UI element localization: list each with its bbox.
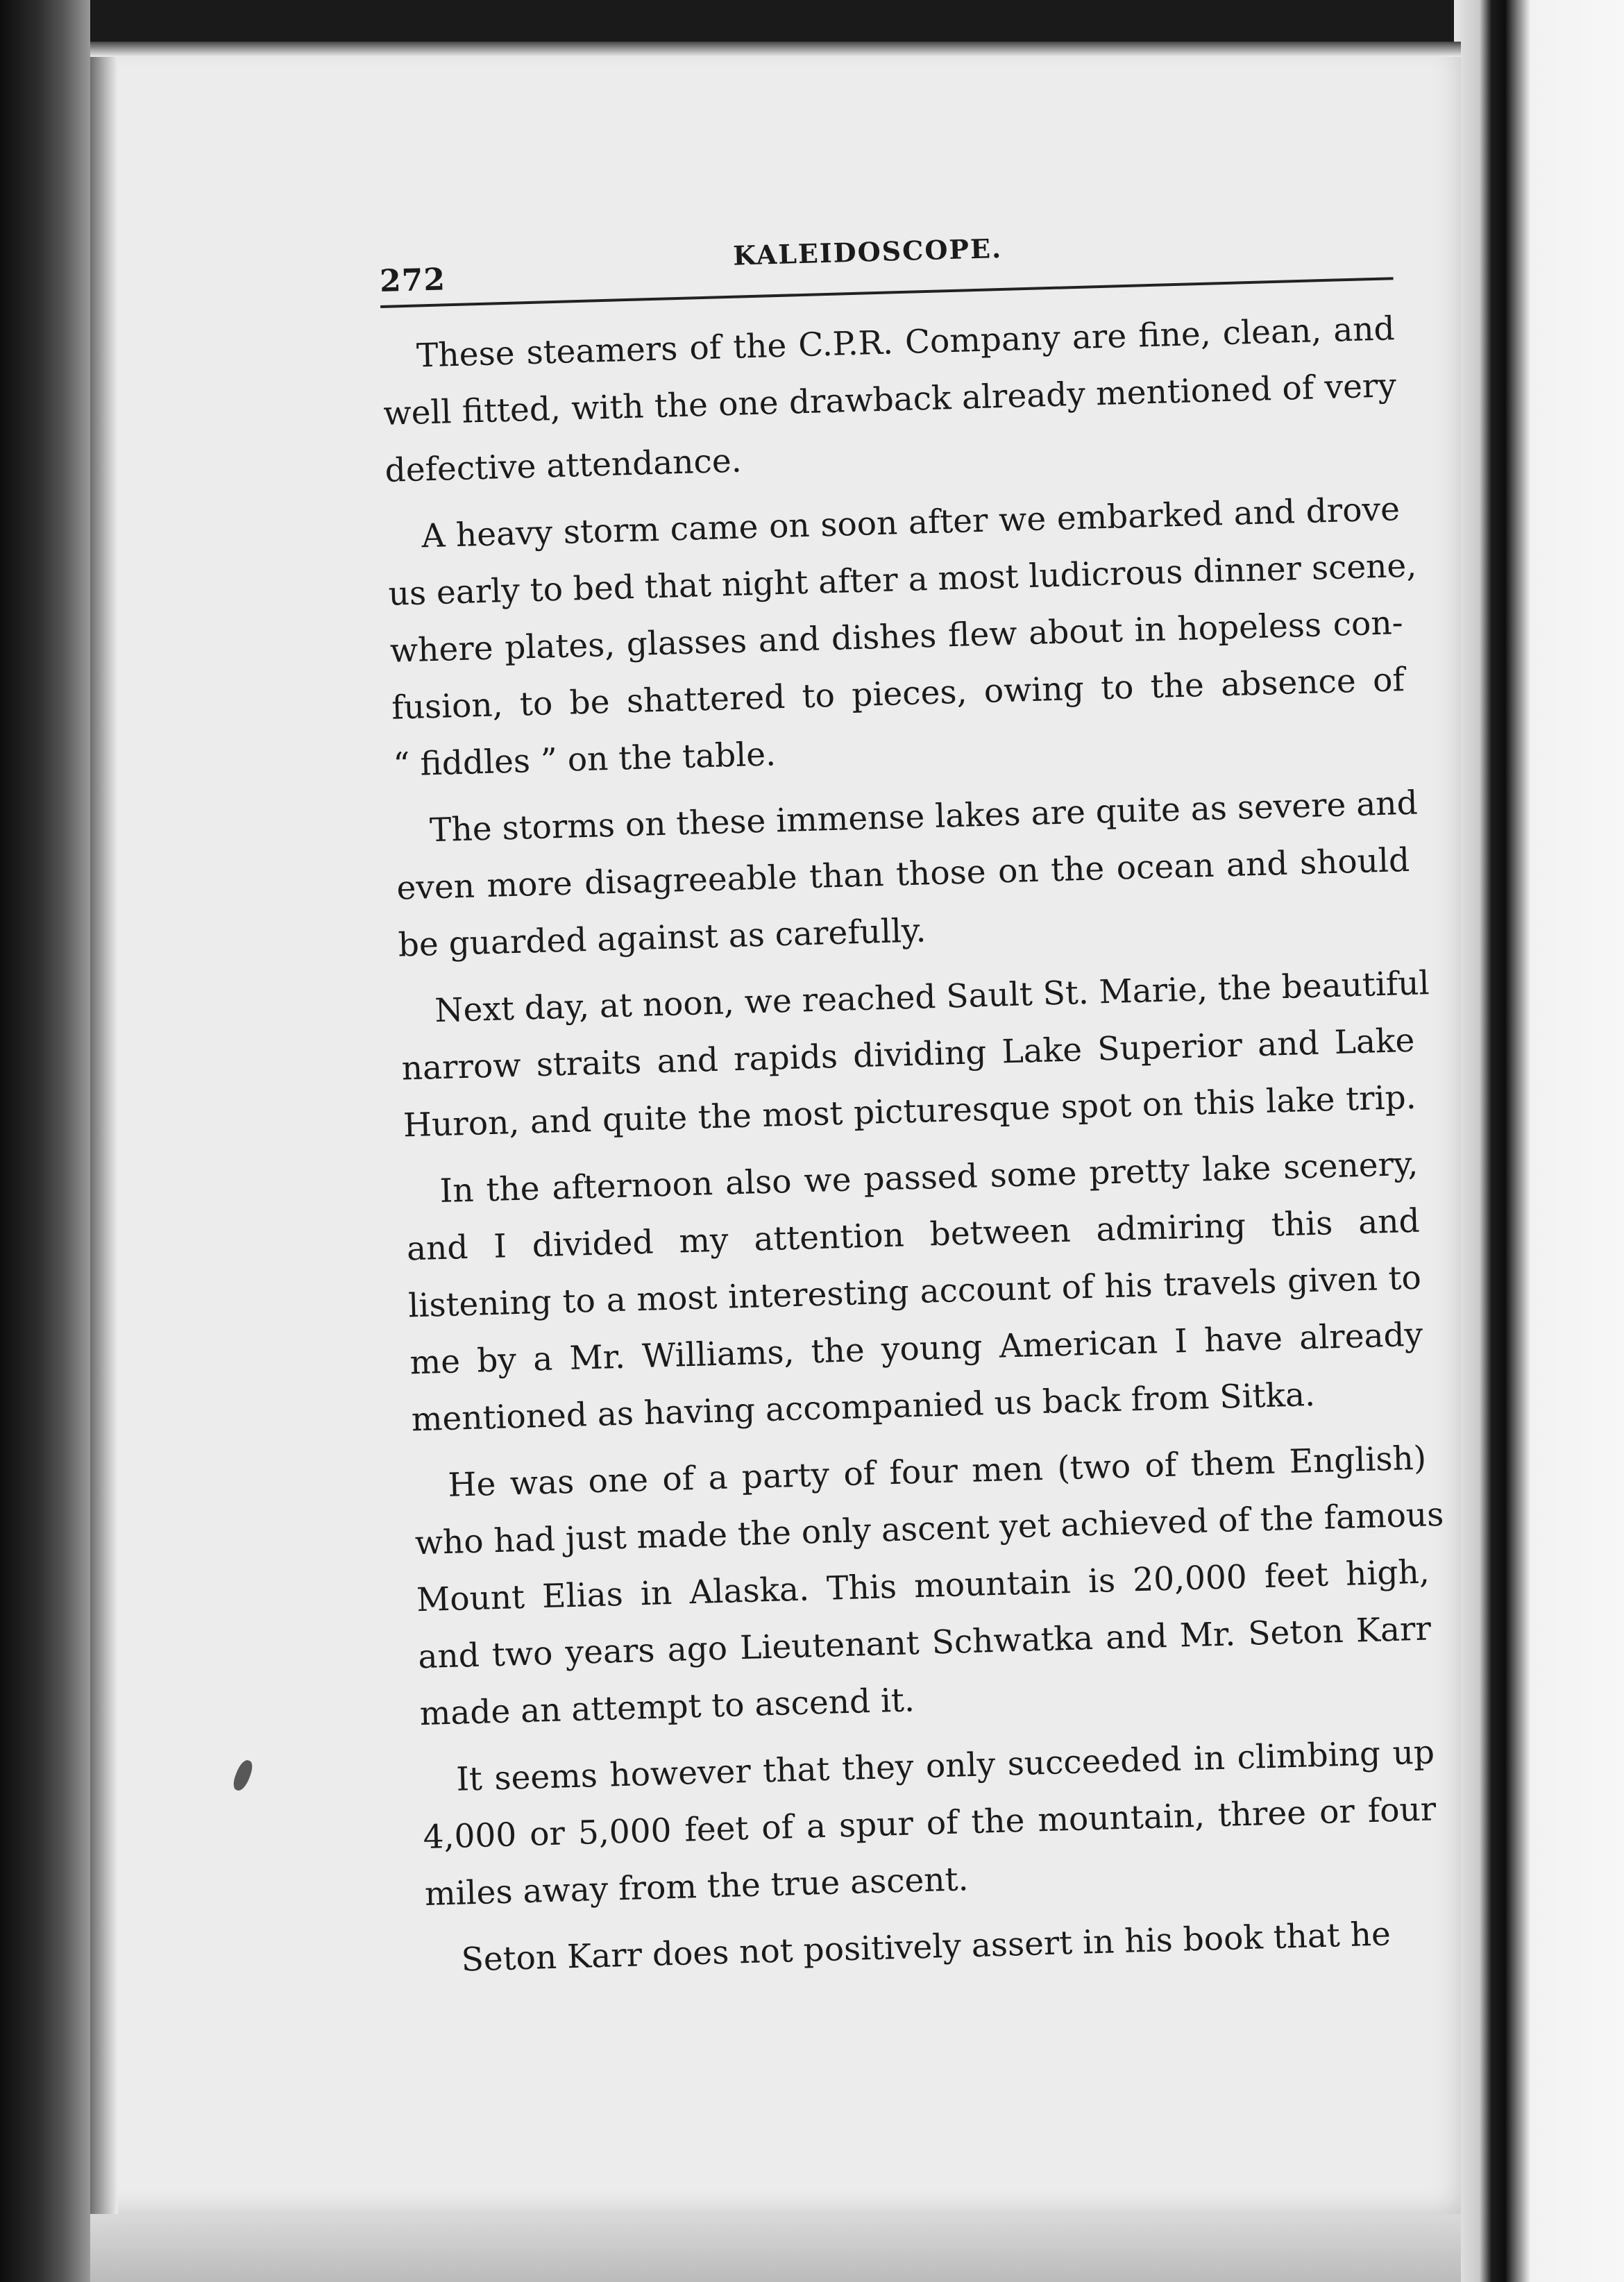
paragraph-2 [386, 481, 1417, 794]
text-line: These steamers of the C.P.R. Company are fine, clean, and [416, 310, 1396, 375]
text-line: The storms on these immense lakes are quite as severe and [429, 784, 1419, 850]
page-stack-bottom [90, 2214, 1461, 2282]
text-line: mentioned as having accompanied us back from Sitka. [411, 1375, 1316, 1439]
paragraph-5 [405, 1136, 1426, 1449]
text-line: A heavy storm came on soon after we embarked and drove [421, 490, 1401, 556]
text-line: us early to bed that night after a most ludicrous dinner scene, [387, 546, 1417, 614]
body-text [381, 301, 1445, 1990]
text-line: listening to a most interesting account of his travels given to [407, 1258, 1422, 1326]
text-line: Seton Karr does not positively assert in his book that he [460, 1915, 1392, 1979]
text-line: me by a Mr. Williams, the young American I have already [409, 1315, 1423, 1383]
page-top-edge [90, 42, 1461, 57]
paragraph-4 [399, 956, 1430, 1155]
text-line: made an attempt to ascend it. [418, 1681, 915, 1734]
page-gutter-shadow [90, 42, 118, 2214]
printed-text-block [378, 201, 1445, 1990]
text-line: He was one of a party of four men (two of them English) [447, 1439, 1427, 1505]
text-line: even more disagreeable than those on the ocean and should [396, 840, 1410, 908]
text-line: 4,000 or 5,000 feet of a spur of the mountain, three or four [422, 1790, 1437, 1857]
text-line: narrow straits and rapids dividing Lake Superior and Lake [401, 1021, 1415, 1088]
book-binding-left [0, 0, 90, 2282]
paragraph-6 [412, 1430, 1445, 1743]
text-line: Huron, and quite the most picturesque spot on this lake trip. [403, 1078, 1417, 1145]
text-line: Next day, at noon, we reached Sault St. Marie, the beautiful [434, 964, 1430, 1031]
text-line: who had just made the only ascent yet achieved of the famous [414, 1495, 1445, 1563]
ink-smudge [231, 1758, 255, 1793]
text-line: and two years ago Lieutenant Schwatka and Mr. Seton Karr [417, 1609, 1432, 1677]
page-number: 272 [379, 262, 446, 299]
text-line: fusion, to be shattered to pieces, owing to the absence of [391, 660, 1405, 727]
paragraph-3 [394, 775, 1419, 974]
text-line: and I divided my attention between admiring this and [406, 1201, 1421, 1269]
book-edge-right [1454, 0, 1624, 2282]
text-line: miles away from the true ascent. [424, 1860, 970, 1914]
text-line: defective attendance. [384, 441, 743, 490]
text-line: where plates, glasses and dishes flew about in hopeless con- [389, 604, 1404, 670]
text-line: In the afternoon also we passed some pretty lake scenery, [439, 1144, 1419, 1211]
text-line: well fitted, with the one drawback already mentioned of very [382, 366, 1397, 433]
text-line: be guarded against as carefully. [398, 911, 927, 965]
running-head: KALEIDOSCOPE. [732, 232, 1003, 271]
text-line: “ fiddles ” on the table. [392, 735, 777, 784]
text-line: Mount Elias in Alaska. This mountain is 20,000 feet high, [416, 1553, 1430, 1620]
text-line: It seems however that they only succeeded in climbing up [455, 1733, 1435, 1799]
paragraph-7 [421, 1724, 1438, 1923]
paragraph-1 [381, 301, 1398, 500]
